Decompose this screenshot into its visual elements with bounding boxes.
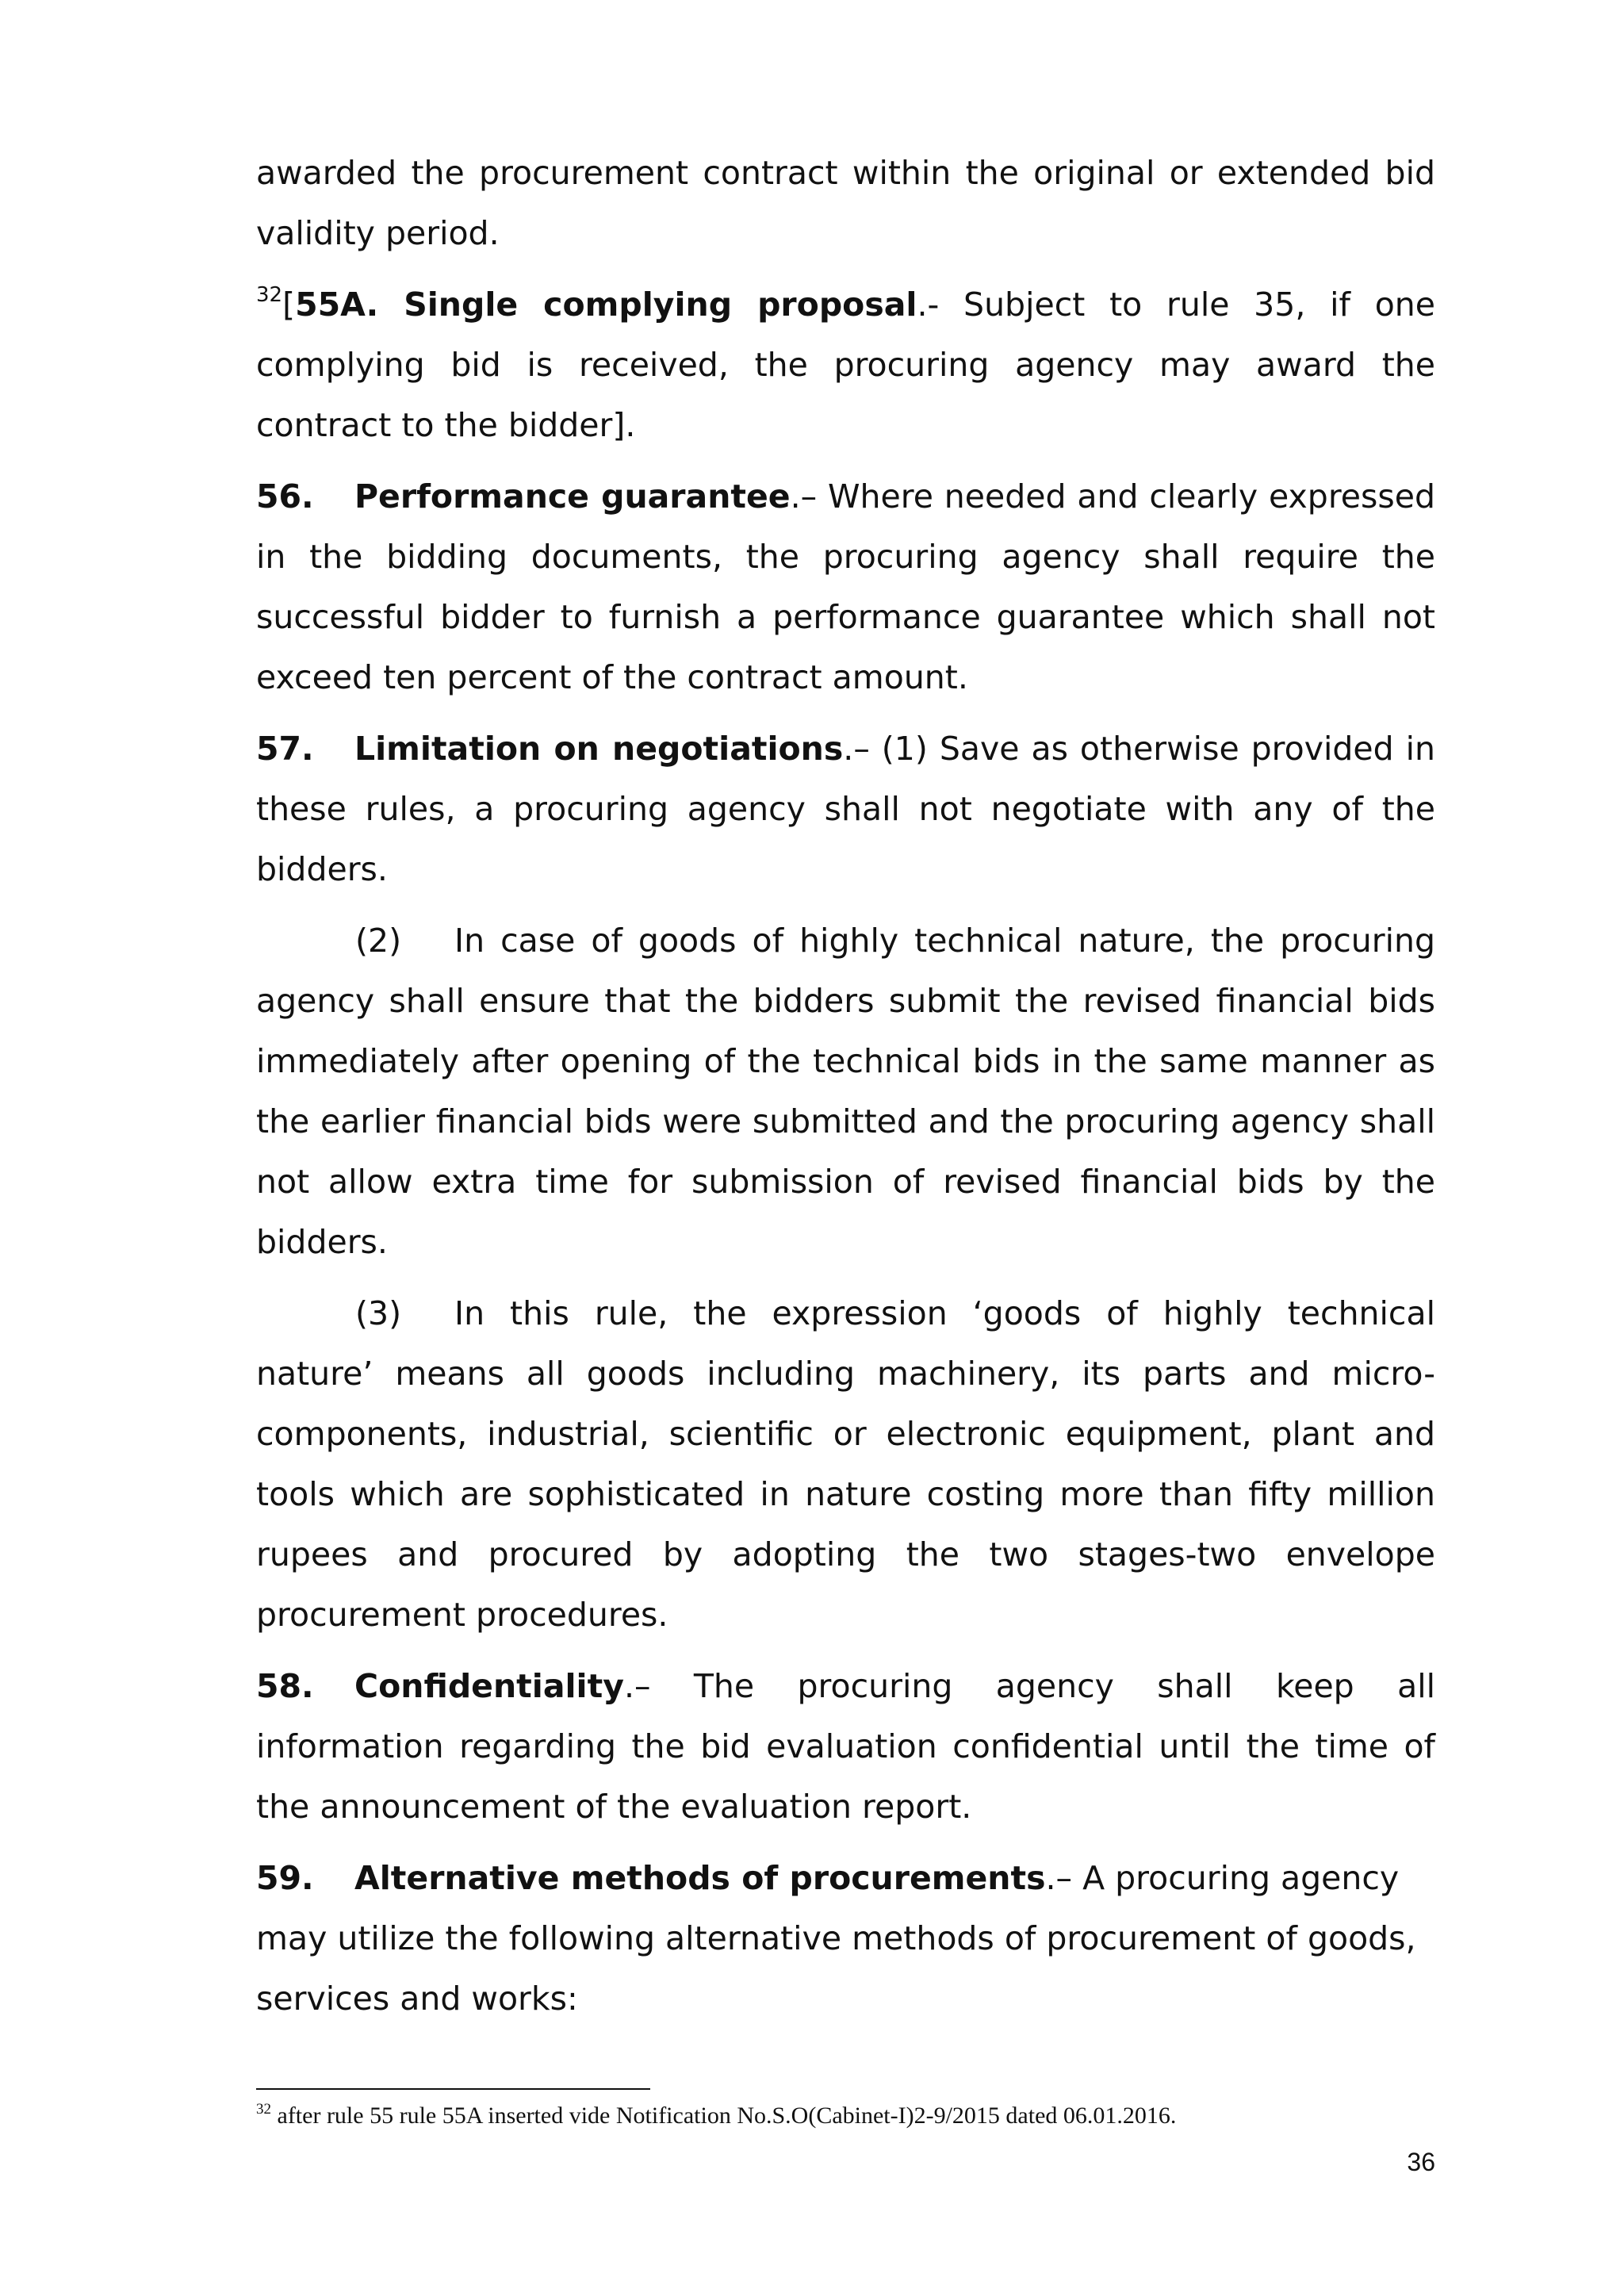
rule-57-subrule-3 (256, 1283, 1435, 1645)
subrule-body: In this rule, the expression ‘goods of highly technical nature’ means all goods including machinery, its parts and micro-components, industrial, scientific or electronic equipment, plant and tools which are sophisticated in nature costing more than fifty million rupees and procured by adopting the two stages-two envelope procurement procedures. (256, 1294, 1435, 1634)
rule-body: .– Where needed and clearly expressed in the bidding documents, the procuring agency shall require the successful bidder to furnish a performance guarantee which shall not exceed ten percent of the contract amount. (256, 477, 1435, 696)
rule-heading: Performance guarantee (354, 477, 791, 516)
rule-number: 56. (256, 477, 314, 516)
paragraph-text: awarded the procurement contract within the original or extended bid validity period. (256, 154, 1435, 252)
footnote-reference: 32 (256, 283, 283, 307)
rule-heading: Alternative methods of procurements (354, 1859, 1046, 1897)
rule-57-subrule-2 (256, 910, 1435, 1272)
rule-57-paragraph (256, 719, 1435, 899)
subrule-number: (3) (355, 1294, 402, 1332)
rule-58-paragraph (256, 1656, 1435, 1837)
footnote-text: after rule 55 rule 55A inserted vide Notification No.S.O(Cabinet-I)2-9/2015 dated 06.01.2016. (271, 2102, 1177, 2129)
page-number: 36 (1407, 2148, 1435, 2176)
rule-body: .- Subject to rule 35, if one complying bid is received, the procuring agency may award the contract to the bidder]. (256, 286, 1436, 444)
rule-number: 58. (256, 1667, 314, 1705)
footnote (256, 2102, 1435, 2130)
rule-number: 57. (256, 730, 314, 768)
subrule-body: In case of goods of highly technical nature, the procuring agency shall ensure that the bidders submit the revised financial bids immediately after opening of the technical bids in the same manner as the earlier financial bids were submitted and the procuring agency shall not allow extra time for submission of revised financial bids by the bidders. (256, 922, 1435, 1261)
rule-56-paragraph (256, 466, 1435, 707)
open-bracket: [ (282, 286, 296, 324)
rule-body: .– The procuring agency shall keep all information regarding the bid evaluation confidential until the time of the announcement of the evaluation report. (256, 1667, 1435, 1826)
footnote-separator (256, 2088, 650, 2090)
rule-heading: 55A. Single complying proposal (295, 286, 917, 324)
rule-body: .– (1) Save as otherwise provided in these rules, a procuring agency shall not negotiate with any of the bidders. (256, 730, 1435, 888)
rule-number: 59. (256, 1859, 314, 1897)
rule-heading: Confidentiality (354, 1667, 624, 1705)
rule-55a-paragraph (256, 274, 1435, 455)
footnote-number: 32 (256, 2101, 271, 2118)
paragraph-continuation (256, 143, 1435, 263)
rule-heading: Limitation on negotiations (354, 730, 844, 768)
rule-59-paragraph (256, 1848, 1435, 2029)
rule-body: .– A procuring agency may utilize the following alternative methods of procurement of goods, services and works: (256, 1859, 1416, 2018)
page-body (256, 143, 1435, 2040)
subrule-number: (2) (355, 922, 402, 960)
